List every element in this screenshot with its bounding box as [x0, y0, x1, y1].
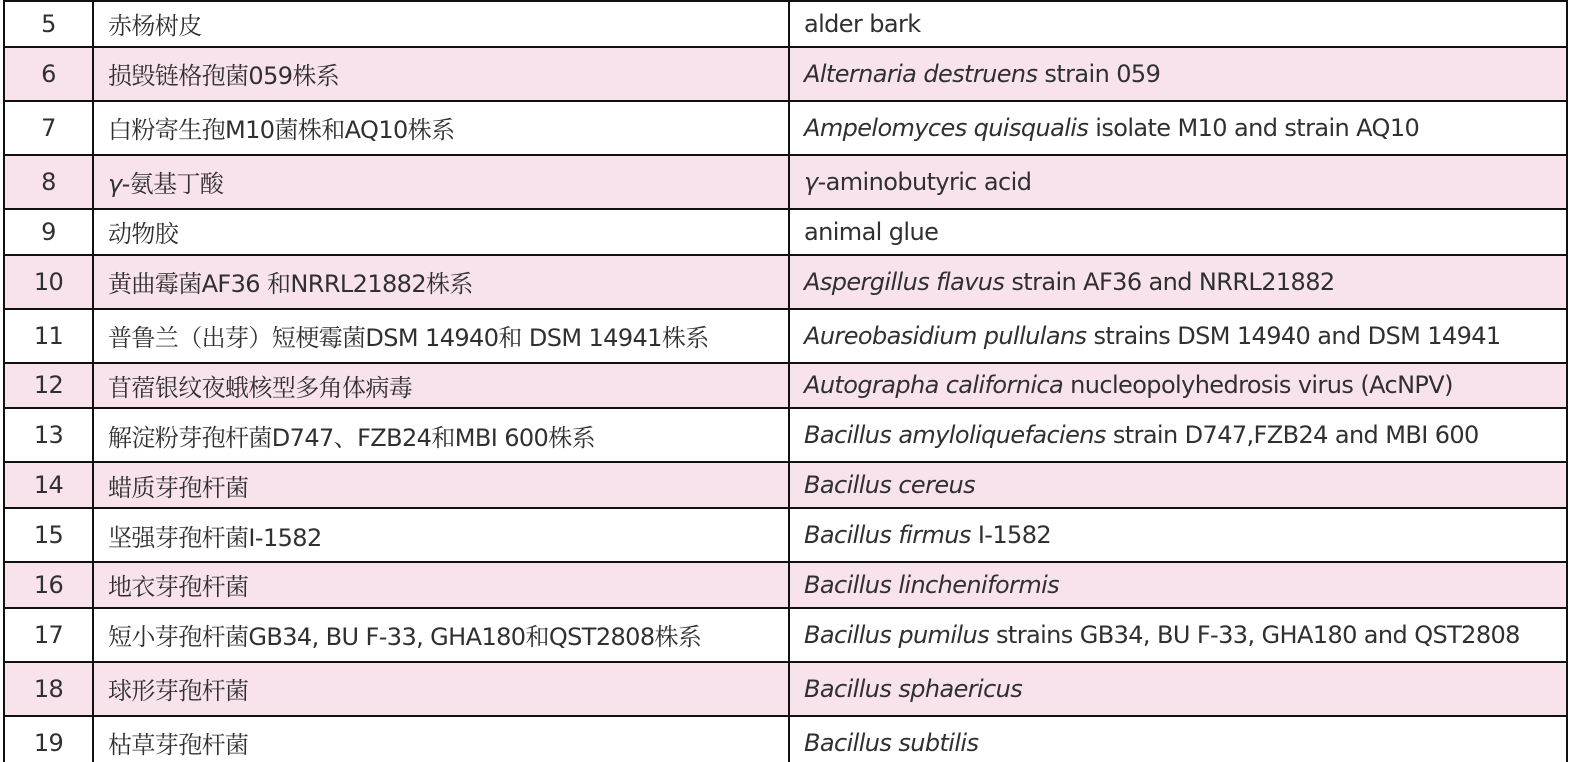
english-name	[789, 462, 1567, 508]
english-name	[789, 101, 1567, 155]
row-number: 5	[4, 1, 93, 47]
english-name	[789, 209, 1567, 255]
chinese-name: 动物胶	[93, 209, 789, 255]
row-number: 12	[4, 363, 93, 409]
english-text: animal glue	[804, 217, 939, 246]
english-name	[789, 1, 1567, 47]
term-table	[3, 0, 1568, 762]
species-name: Bacillus sphaericus	[804, 674, 1023, 703]
english-name	[789, 662, 1567, 716]
species-name: Aureobasidium pullulans	[804, 321, 1087, 350]
english-text: isolate M10 and strain AQ10	[1088, 113, 1420, 142]
row-number: 14	[4, 462, 93, 508]
english-text: strains GB34, BU F-33, GHA180 and QST2808	[989, 620, 1520, 649]
chinese-name	[93, 155, 789, 209]
row-number: 18	[4, 662, 93, 716]
english-text: -aminobutyric acid	[817, 167, 1032, 196]
chinese-name: 苜蓿银纹夜蛾核型多角体病毒	[93, 363, 789, 409]
chinese-text: -氨基丁酸	[121, 170, 224, 199]
english-name	[789, 309, 1567, 363]
table-row	[4, 47, 1567, 101]
species-name: Alternaria destruens	[804, 59, 1038, 88]
english-name	[789, 255, 1567, 309]
chinese-name: 坚强芽孢杆菌I-1582	[93, 508, 789, 562]
species-name: Bacillus pumilus	[804, 620, 989, 649]
table-row	[4, 562, 1567, 608]
english-text: strain D747,FZB24 and MBI 600	[1105, 421, 1479, 450]
species-name: Aspergillus flavus	[804, 267, 1005, 296]
chinese-name: 黄曲霉菌AF36 和NRRL21882株系	[93, 255, 789, 309]
chinese-name: 球形芽孢杆菌	[93, 662, 789, 716]
species-name: Bacillus lincheniformis	[804, 570, 1060, 599]
table-row	[4, 1, 1567, 47]
row-number: 10	[4, 255, 93, 309]
chinese-name: 白粉寄生孢M10菌株和AQ10株系	[93, 101, 789, 155]
chinese-name: 普鲁兰（出芽）短梗霉菌DSM 14940和 DSM 14941株系	[93, 309, 789, 363]
row-number: 13	[4, 408, 93, 462]
table-row	[4, 408, 1567, 462]
chinese-name: 短小芽孢杆菌GB34, BU F-33, GHA180和QST2808株系	[93, 608, 789, 662]
table-row	[4, 255, 1567, 309]
english-text: strains DSM 14940 and DSM 14941	[1086, 321, 1501, 350]
species-name: Bacillus amyloliquefaciens	[804, 421, 1106, 450]
english-text: alder bark	[804, 9, 921, 38]
chinese-name: 解淀粉芽孢杆菌D747、FZB24和MBI 600株系	[93, 408, 789, 462]
species-name: Autographa californica	[804, 371, 1064, 400]
table-row	[4, 363, 1567, 409]
english-name	[789, 608, 1567, 662]
table-row	[4, 155, 1567, 209]
table-row	[4, 508, 1567, 562]
english-text: strain AF36 and NRRL21882	[1004, 267, 1335, 296]
species-name: Bacillus firmus	[804, 521, 971, 550]
english-name	[789, 408, 1567, 462]
chinese-name: 赤杨树皮	[93, 1, 789, 47]
row-number: 9	[4, 209, 93, 255]
chinese-name: 蜡质芽孢杆菌	[93, 462, 789, 508]
english-text: strain 059	[1037, 59, 1161, 88]
english-name	[789, 562, 1567, 608]
table-row	[4, 608, 1567, 662]
row-number: 16	[4, 562, 93, 608]
english-name	[789, 508, 1567, 562]
row-number: 8	[4, 155, 93, 209]
english-text: nucleopolyhedrosis virus (AcNPV)	[1063, 371, 1453, 400]
table-row	[4, 101, 1567, 155]
chinese-name: 枯草芽孢杆菌	[93, 716, 789, 762]
table-row	[4, 462, 1567, 508]
species-name: Ampelomyces quisqualis	[804, 113, 1089, 142]
row-number: 7	[4, 101, 93, 155]
species-name: Bacillus cereus	[804, 471, 976, 500]
row-number: 11	[4, 309, 93, 363]
table-row	[4, 309, 1567, 363]
table-row	[4, 209, 1567, 255]
row-number: 6	[4, 47, 93, 101]
species-name: Bacillus subtilis	[804, 728, 979, 757]
row-number: 15	[4, 508, 93, 562]
english-name	[789, 716, 1567, 762]
row-number: 19	[4, 716, 93, 762]
english-name	[789, 47, 1567, 101]
row-number: 17	[4, 608, 93, 662]
chinese-name: 地衣芽孢杆菌	[93, 562, 789, 608]
table-row	[4, 662, 1567, 716]
greek-letter: γ	[804, 167, 818, 196]
chinese-name: 损毁链格孢菌059株系	[93, 47, 789, 101]
english-text: I-1582	[970, 521, 1052, 550]
english-name	[789, 155, 1567, 209]
table-row	[4, 716, 1567, 762]
english-name	[789, 363, 1567, 409]
greek-letter: γ	[108, 170, 122, 199]
